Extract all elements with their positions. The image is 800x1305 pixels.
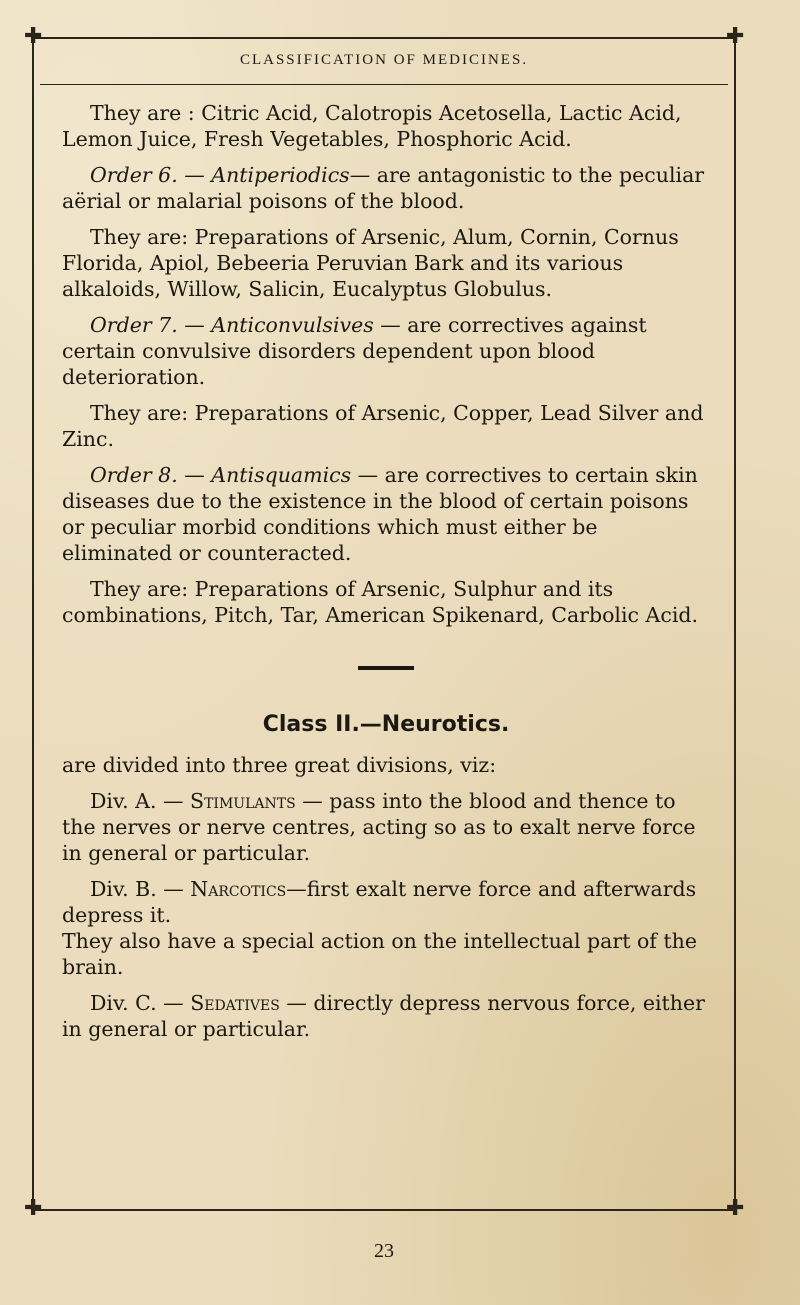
- paragraph-div-c: [62, 990, 710, 1042]
- corner-ornament-bottom-right: ✚: [726, 1196, 745, 1221]
- order-8-text: are correctives to certain skin diseases due to the existence in the blood of certain poisons or peculiar morbid conditions which must either be eliminated or counteracted.: [62, 463, 698, 565]
- paragraph-antiperiodics-list: They are: Preparations of Arsenic, Alum, Cornin, Cornus Florida, Apiol, Bebeeria Peruvian Bark and its various alkaloids, Willow, Salicin, Eucalyptus Globulus.: [62, 225, 679, 301]
- paragraph-list-acids: They are : Citric Acid, Calotropis Acetosella, Lactic Acid, Lemon Juice, Fresh Vegetables, Phosphoric Acid.: [62, 101, 682, 151]
- div-c-text: — directly depress nervous force, either in general or particular.: [62, 991, 705, 1041]
- div-a-text: — pass into the blood and thence to the nerves or nerve centres, acting so as to exalt nerve force in general or particular.: [62, 789, 696, 865]
- paragraph-div-b: [62, 876, 710, 928]
- frame-bottom-rule: [32, 1209, 736, 1211]
- frame-left-rule: [32, 37, 34, 1209]
- order-7-text: are correctives against certain convulsive disorders dependent upon blood deterioration.: [62, 313, 647, 389]
- order-7-title: Order 7. — Anticonvulsives —: [90, 313, 401, 337]
- frame-top-rule: [32, 37, 736, 39]
- div-b-text: —first exalt nerve force and afterwards depress it.: [62, 877, 697, 927]
- div-c-prefix: Div. C. —: [90, 991, 191, 1015]
- paragraph-antisquamics-list: They are: Preparations of Arsenic, Sulphur and its combinations, Pitch, Tar, American Spikenard, Carbolic Acid.: [62, 577, 699, 627]
- section-divider: [358, 666, 414, 670]
- paragraph-order-7: [62, 312, 710, 390]
- paragraph-anticonvulsives-list: They are: Preparations of Arsenic, Copper, Lead Silver and Zinc.: [62, 401, 704, 451]
- div-b-name: Narcotics: [190, 877, 287, 901]
- page-number: 23: [374, 1240, 394, 1262]
- running-head: CLASSIFICATION OF MEDICINES.: [239, 52, 529, 68]
- page-body: [62, 100, 710, 1052]
- paragraph-order-6: [62, 162, 710, 214]
- frame-right-rule: [734, 37, 736, 1209]
- div-c-name: Sedatives: [190, 991, 280, 1015]
- paragraph-order-8: [62, 462, 710, 566]
- div-a-name: Stimulants: [190, 789, 296, 813]
- running-head-rule: [40, 84, 728, 85]
- order-6-title: Order 6. — Antiperiodics—: [90, 163, 371, 187]
- class-heading: Class II.—Neurotics.: [262, 712, 510, 737]
- corner-ornament-bottom-left: ✚: [24, 1196, 43, 1221]
- corner-ornament-top-left: ✚: [24, 24, 43, 49]
- order-8-title: Order 8. — Antisquamics —: [90, 463, 379, 487]
- order-6-text: are antagonistic to the peculiar aërial or malarial poisons of the blood.: [62, 163, 705, 213]
- paragraph-div-a: [62, 788, 710, 866]
- class-intro: are divided into three great divisions, viz:: [62, 753, 497, 777]
- paragraph-div-b-more: They also have a special action on the intellectual part of the brain.: [62, 929, 697, 979]
- corner-ornament-top-right: ✚: [726, 24, 745, 49]
- div-b-prefix: Div. B. —: [90, 877, 191, 901]
- div-a-prefix: Div. A. —: [90, 789, 191, 813]
